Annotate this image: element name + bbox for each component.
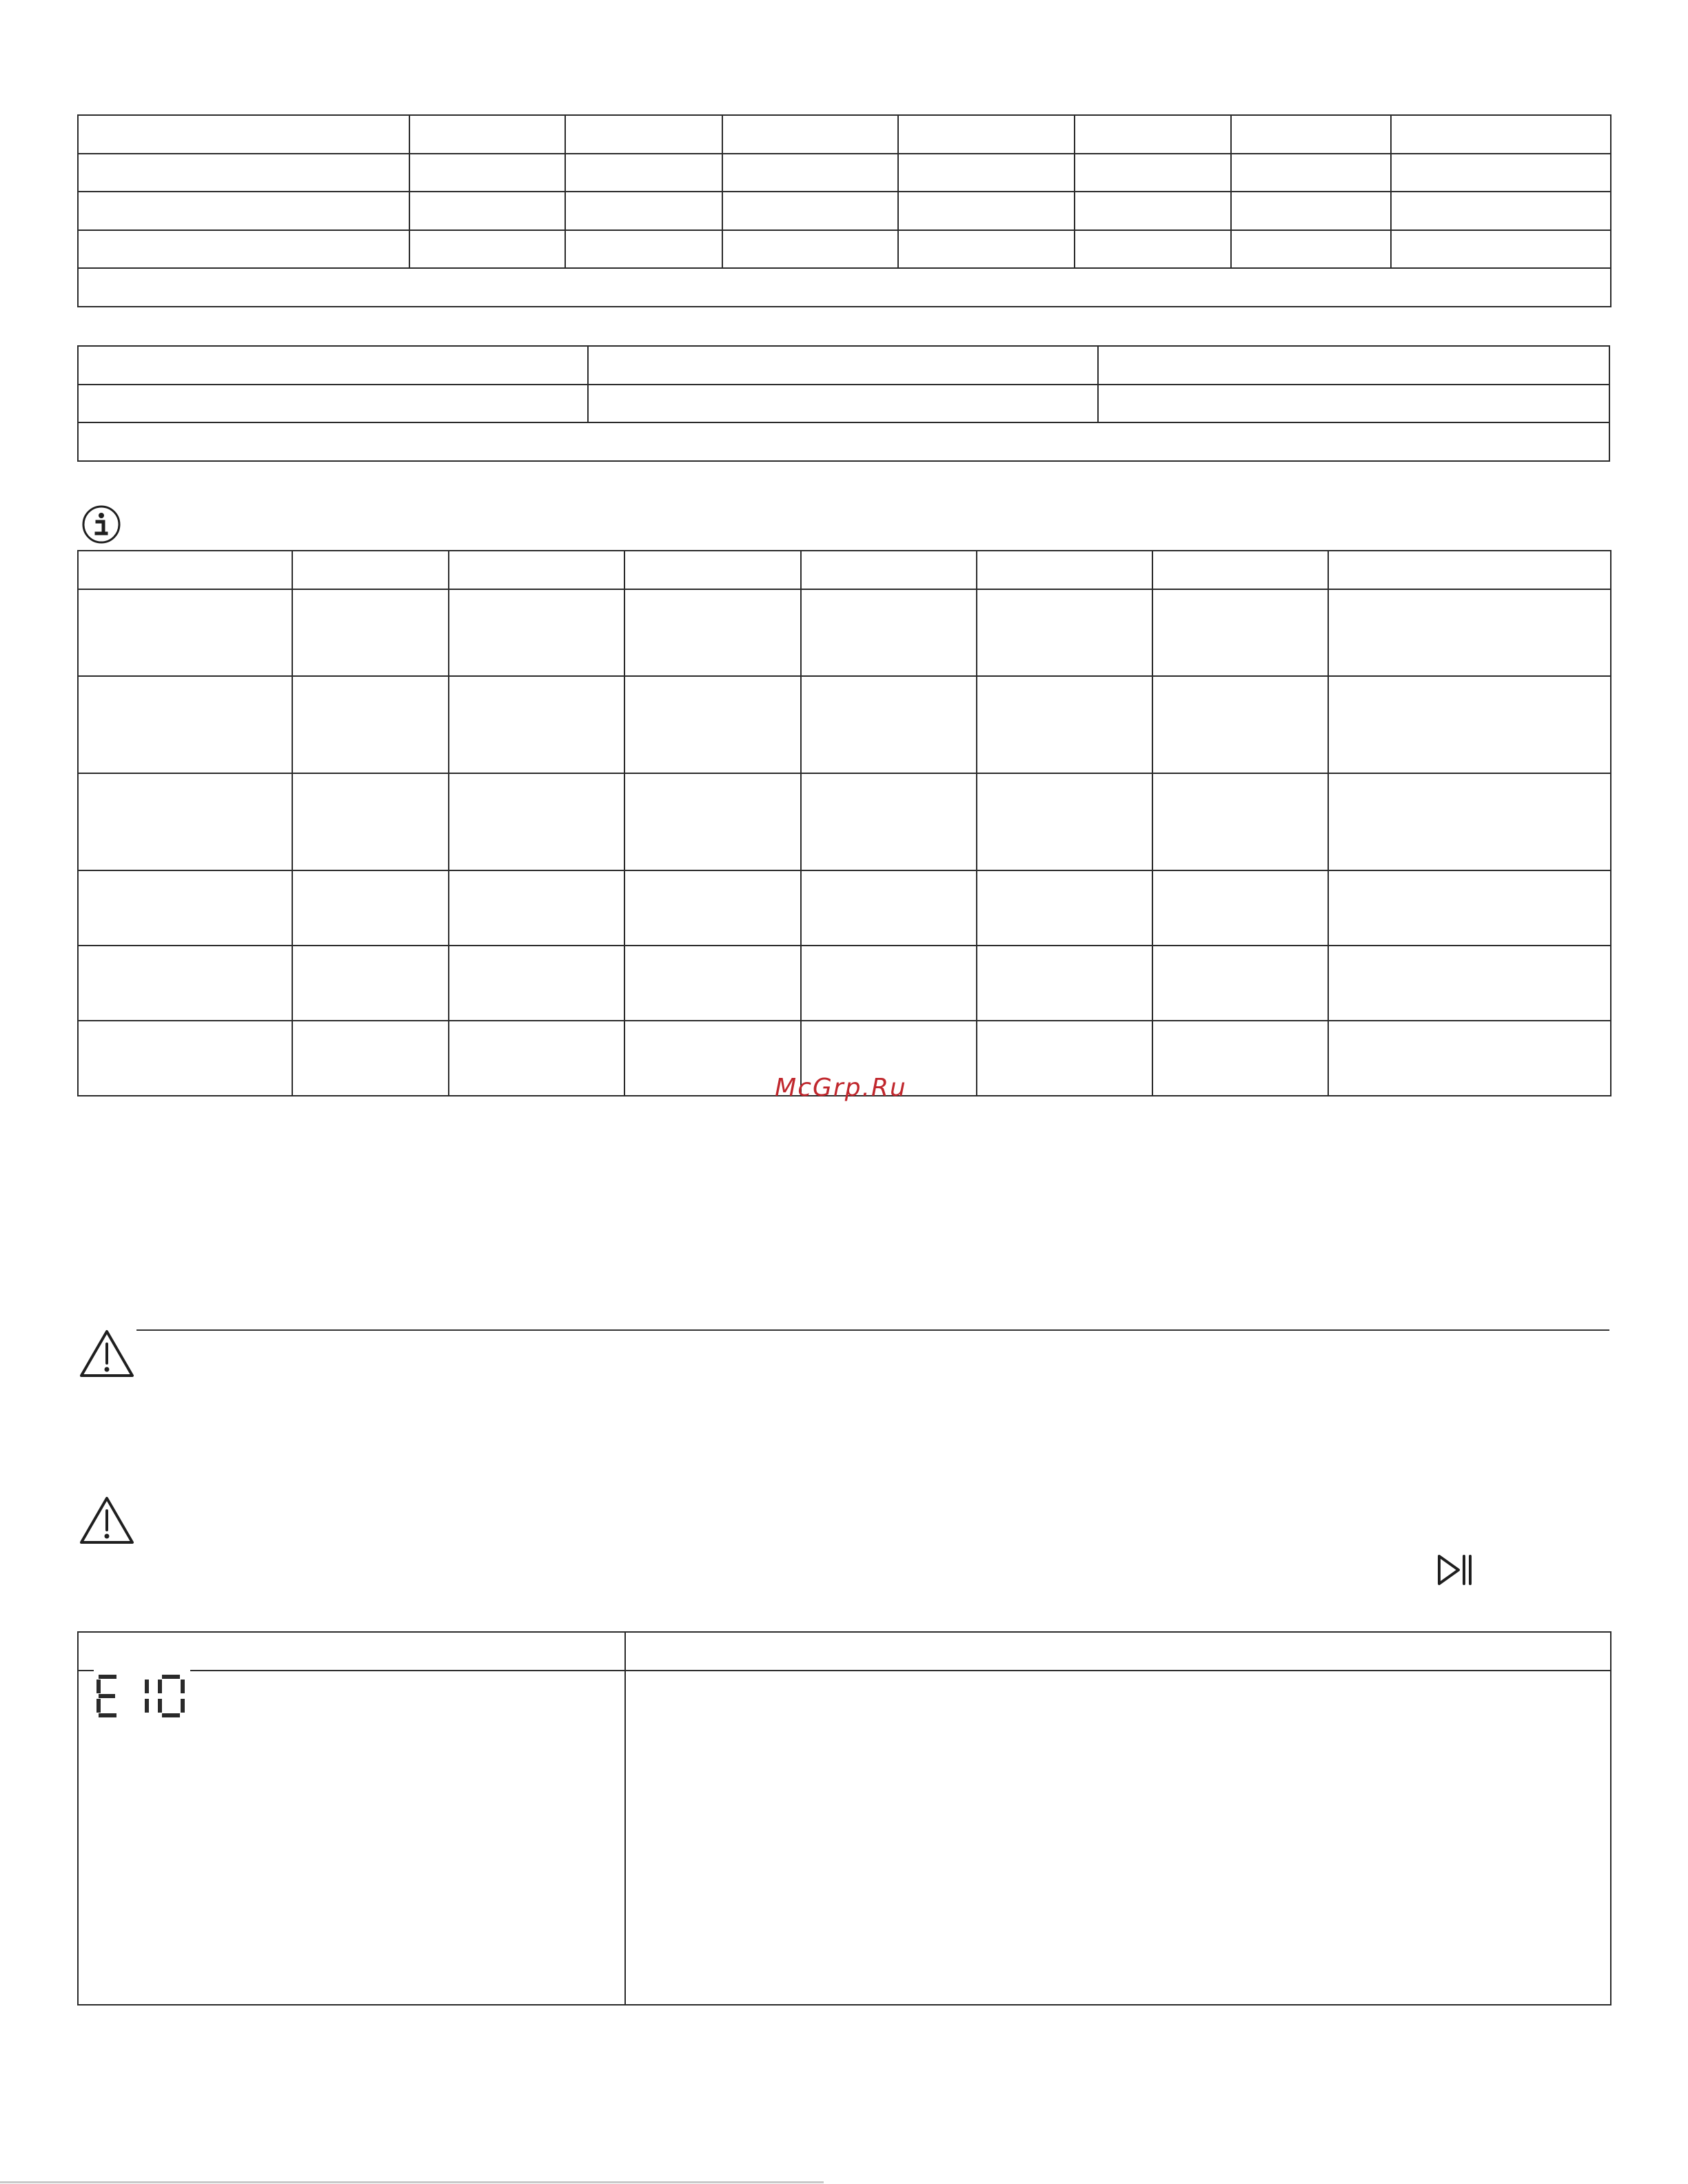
table-row — [78, 870, 1611, 946]
error-code-display — [94, 1668, 190, 1717]
table-row — [78, 385, 1609, 422]
table-row — [78, 589, 1611, 676]
start-pause-icon — [1435, 1553, 1475, 1587]
warning-triangle-icon — [77, 1327, 136, 1380]
error-code-table — [77, 1631, 1611, 2006]
table-2 — [77, 345, 1610, 462]
watermark: McGrp.Ru — [775, 1074, 907, 1102]
warning-triangle-icon — [77, 1494, 136, 1547]
table-row — [78, 346, 1609, 385]
info-circle-icon — [80, 503, 123, 546]
table-row — [78, 1671, 1611, 2005]
page-bottom-edge — [0, 2181, 824, 2183]
table-footnote-row — [78, 268, 1611, 307]
seven-segment-e10-icon — [94, 1668, 190, 1717]
table-row — [78, 115, 1611, 154]
table-row — [78, 154, 1611, 192]
table-footnote-row — [78, 422, 1609, 461]
table-row — [78, 230, 1611, 268]
table-row — [78, 192, 1611, 230]
section-divider — [136, 1329, 1609, 1331]
table-row — [78, 551, 1611, 589]
table-row — [78, 773, 1611, 870]
table-row — [78, 676, 1611, 773]
table-1 — [77, 114, 1611, 307]
table-row — [78, 946, 1611, 1021]
table-row — [78, 1632, 1611, 1671]
table-3 — [77, 550, 1611, 1096]
